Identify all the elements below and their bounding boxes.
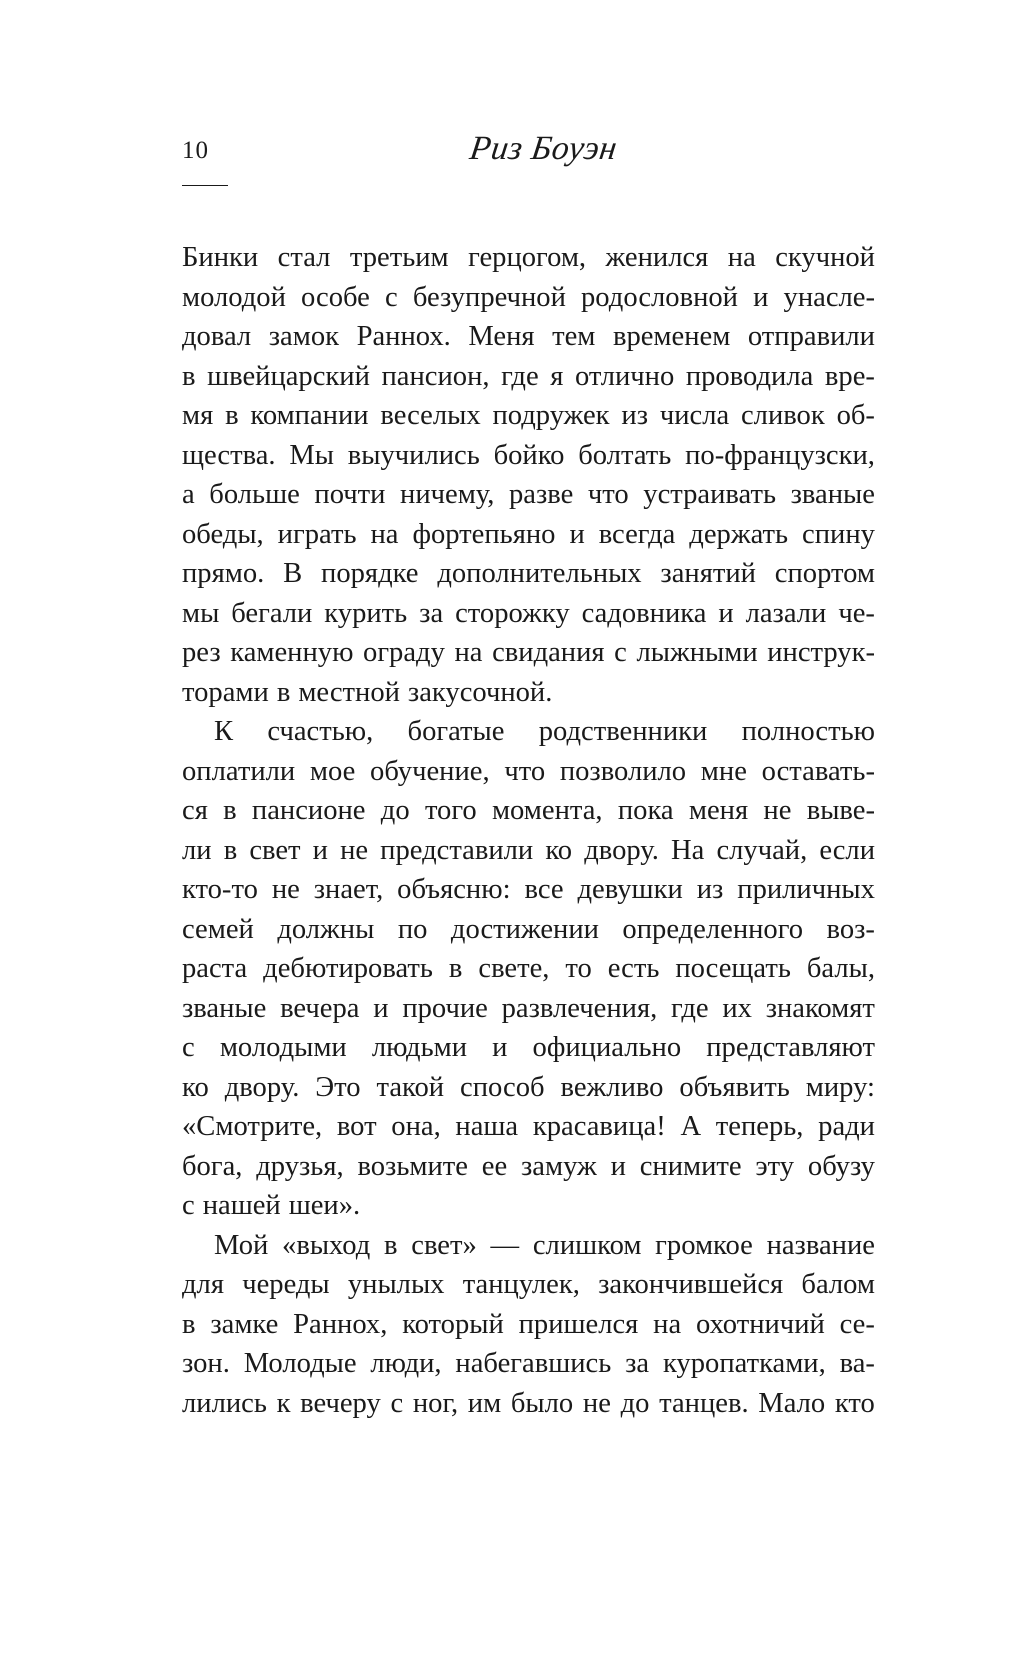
text-line: лились к вечеру с ног, им было не до танцев. Мало кто: [182, 1387, 875, 1419]
text-line: оплатили мое обучение, что позволило мне оставать-: [182, 755, 875, 787]
text-line: званые вечера и прочие развлечения, где их знакомят: [182, 992, 875, 1024]
text-line: с молодыми людьми и официально представляют: [182, 1032, 875, 1063]
text-line: довал замок Раннох. Меня тем временем отправили: [182, 321, 875, 352]
text-line: ся в пансионе до того момента, пока меня не выве-: [182, 795, 875, 826]
text-line: обеды, играть на фортепьяно и всегда держать спину: [182, 518, 875, 550]
text-line: Бинки стал третьим герцогом, женился на скучной: [182, 242, 875, 273]
text-line: в швейцарский пансион, где я отлично проводила вре-: [182, 360, 875, 392]
text-line: Мой «выход в свет» — слишком громкое название: [214, 1229, 875, 1261]
text-line: торами в местной закусочной.: [182, 676, 553, 708]
text-line: раста дебютировать в свете, то есть посещать балы,: [182, 953, 875, 984]
text-line: щества. Мы выучились бойко болтать по-французски,: [182, 439, 875, 471]
text-line: К счастью, богатые родственники полностью: [214, 716, 875, 747]
text-line: молодой особе с безупречной родословной и унасле-: [182, 281, 875, 313]
paragraph-3: [182, 1226, 875, 1424]
paragraph-1: [182, 238, 875, 712]
body-text: [182, 238, 875, 1423]
text-line: бога, друзья, возьмите ее замуж и снимите эту обузу: [182, 1150, 875, 1182]
text-line: ко двору. Это такой способ вежливо объявить миру:: [182, 1071, 875, 1103]
text-line: мы бегали курить за сторожку садовника и лазали че-: [182, 597, 875, 629]
running-head-author: Риз Боуэн: [467, 130, 620, 167]
text-line: в замке Раннох, который пришелся на охотничий се-: [182, 1308, 875, 1340]
text-line: «Смотрите, вот она, наша красавица! А теперь, ради: [182, 1111, 875, 1142]
text-line: с нашей шеи».: [182, 1190, 361, 1221]
text-line: зон. Молодые люди, набегавшись за куропатками, ва-: [182, 1348, 875, 1379]
page-number: 10: [182, 137, 209, 164]
text-line: прямо. В порядке дополнительных занятий спортом: [182, 558, 875, 589]
text-line: ли в свет и не представили ко двору. На случай, если: [182, 834, 875, 866]
text-line: семей должны по достижении определенного воз-: [182, 913, 875, 945]
text-line: кто-то не знает, объясню: все девушки из приличных: [182, 874, 875, 905]
text-line: а больше почти ничему, разве что устраивать званые: [182, 479, 875, 510]
header-rule: [182, 185, 228, 186]
text-line: для череды унылых танцулек, закончившейся балом: [182, 1269, 875, 1300]
text-line: рез каменную ограду на свидания с лыжными инструк-: [182, 637, 875, 668]
text-line: мя в компании веселых подружек из числа сливок об-: [182, 400, 875, 431]
paragraph-2: [182, 712, 875, 1226]
